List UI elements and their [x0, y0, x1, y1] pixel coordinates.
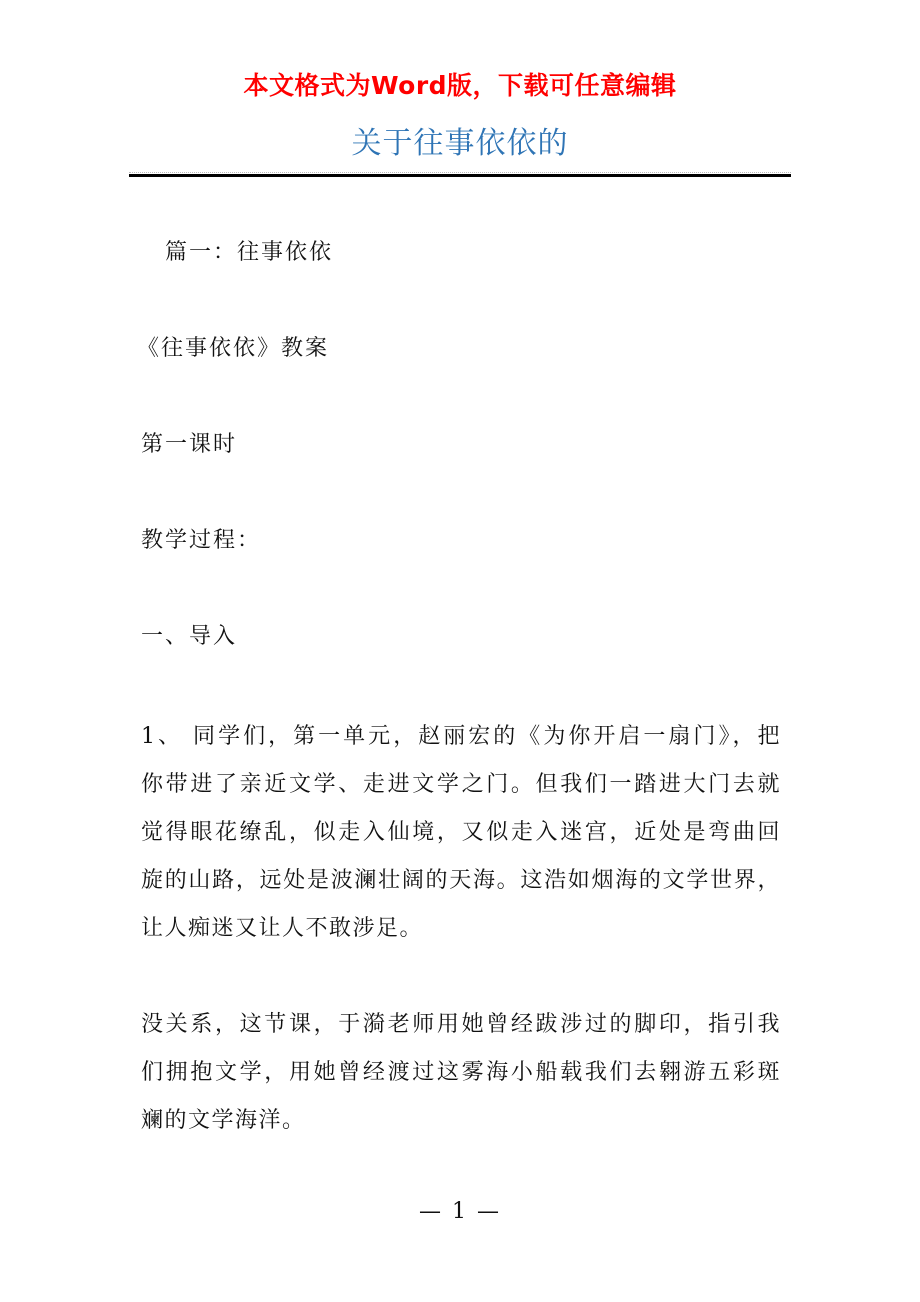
paragraph-intro — [141, 713, 781, 953]
lesson-title: 《往事依依》教案 — [137, 336, 330, 361]
paragraph-line: 没关系，这节课，于漪老师用她曾经跋涉过的脚印，指引我 — [141, 1012, 781, 1037]
paragraph-line: 让人痴迷又让人不敢涉足。 — [141, 916, 424, 941]
paragraph-line: 1、 同学们，第一单元，赵丽宏的《为你开启一扇门》，把 — [141, 724, 781, 749]
document-title: 关于往事依依的 — [351, 126, 569, 161]
format-notice-banner: 本文格式为Word版，下载可任意编辑 — [243, 71, 677, 100]
paragraph-line: 旋的山路，远处是波澜壮阔的天海。这浩如烟海的文学世界， — [141, 868, 781, 893]
paragraph-followup — [141, 1001, 781, 1145]
paragraph-line: 你带进了亲近文学、走进文学之门。但我们一踏进大门去就 — [141, 772, 781, 797]
part-one-heading: 一、导入 — [141, 624, 238, 649]
header-divider — [129, 174, 791, 177]
paragraph-line: 们拥抱文学，用她曾经渡过这雾海小船载我们去翱游五彩斑 — [141, 1060, 781, 1085]
paragraph-line: 斓的文学海洋。 — [141, 1108, 306, 1133]
paragraph-line: 觉得眼花缭乱，似走入仙境，又似走入迷宫，近处是弯曲回 — [141, 820, 781, 845]
page-number: — 1 — — [419, 1199, 501, 1224]
process-label: 教学过程： — [141, 528, 262, 553]
section-heading: 篇一：往事依依 — [165, 240, 334, 265]
period-label: 第一课时 — [141, 432, 238, 457]
